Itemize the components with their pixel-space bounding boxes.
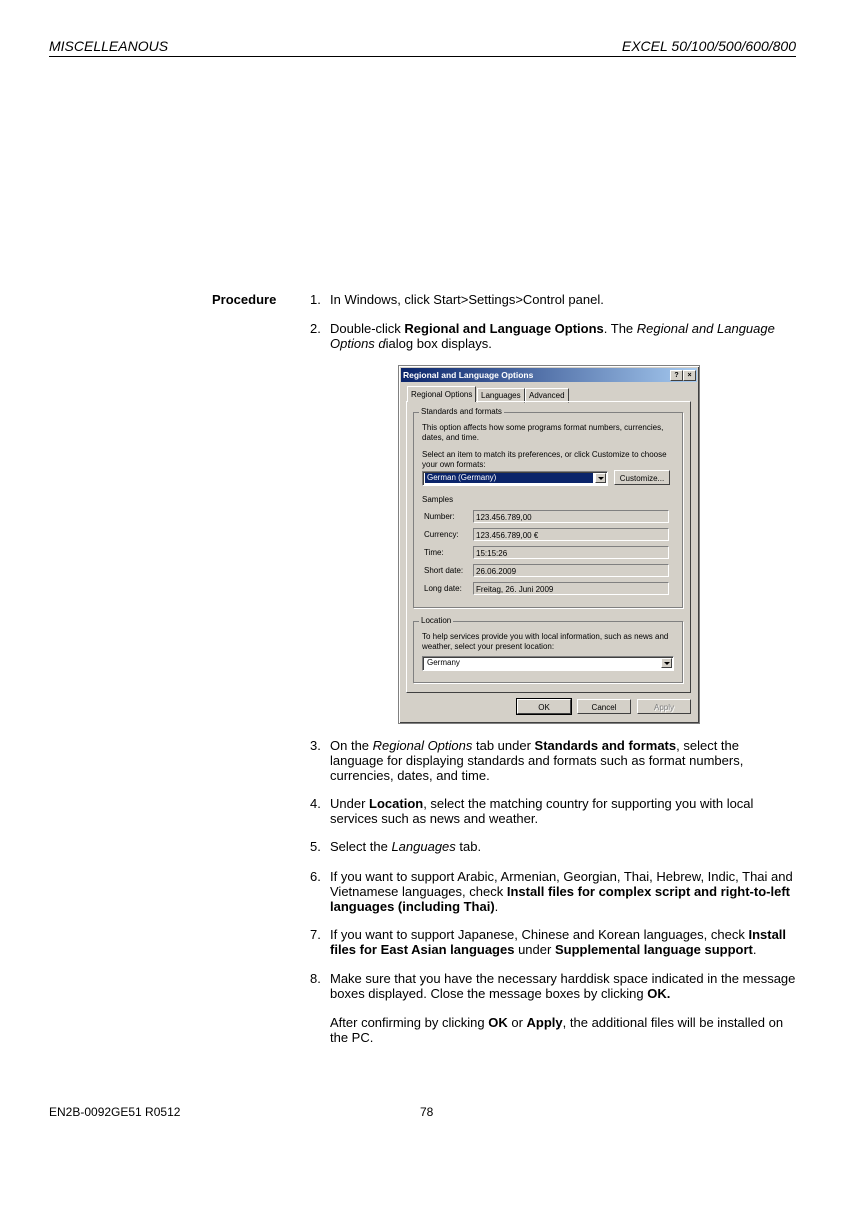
customize-button[interactable]: Customize... <box>614 470 670 485</box>
ok-button[interactable]: OK <box>517 699 571 714</box>
cancel-button[interactable]: Cancel <box>577 699 631 714</box>
sample-label: Number: <box>424 512 455 521</box>
step-text: Double-click Regional and Language Options. The Regional and Language Options dialog box displays. <box>330 321 775 351</box>
help-button[interactable]: ? <box>670 370 683 381</box>
step-text: If you want to support Arabic, Armenian, Georgian, Thai, Hebrew, Indic, Thai and Vietnamese languages, check Install files for complex script and right-to-left languages (including Thai). <box>330 869 793 914</box>
step-number: 2. <box>310 321 321 336</box>
close-button[interactable]: × <box>683 370 696 381</box>
footer-doc-id: EN2B-0092GE51 R0512 <box>49 1105 181 1119</box>
sample-label: Short date: <box>424 566 464 575</box>
step-number: 7. <box>310 927 321 942</box>
sample-number-field: 123.456.789,00 <box>473 510 669 523</box>
location-select[interactable] <box>422 656 674 671</box>
location-group <box>413 616 683 683</box>
standards-description: This option affects how some programs format numbers, currencies, dates, and time. <box>422 423 664 442</box>
sample-label: Long date: <box>424 584 462 593</box>
sample-time-field: 15:15:26 <box>473 546 669 559</box>
step-number: 1. <box>310 292 321 307</box>
step-number: 8. <box>310 971 321 986</box>
tab-advanced[interactable]: Advanced <box>525 388 569 403</box>
locale-select-value: German (Germany) <box>425 473 593 483</box>
tab-languages[interactable]: Languages <box>477 388 525 403</box>
chevron-down-icon[interactable] <box>595 473 606 483</box>
step-text: Make sure that you have the necessary harddisk space indicated in the message boxes displayed. Close the message boxes by clicking OK. <box>330 971 796 1001</box>
standards-group <box>413 407 683 608</box>
sample-long-date-field: Freitag, 26. Juni 2009 <box>473 582 669 595</box>
procedure-label: Procedure <box>212 292 277 307</box>
locale-select[interactable] <box>422 471 608 486</box>
page-number: 78 <box>420 1105 434 1119</box>
tab-regional-options[interactable]: Regional Options <box>407 386 476 402</box>
group-title: Standards and formats <box>421 407 502 416</box>
step-text: In Windows, click Start>Settings>Control panel. <box>330 292 604 307</box>
header-section-title: MISCELLEANOUS <box>49 38 169 54</box>
location-description: To help services provide you with local information, such as news and weather, select your present location: <box>422 632 669 651</box>
header-rule <box>49 56 796 57</box>
group-title: Location <box>421 616 452 625</box>
dialog-title: Regional and Language Options <box>403 370 534 380</box>
step-number: 6. <box>310 869 321 884</box>
sample-label: Currency: <box>424 530 459 539</box>
chevron-down-icon[interactable] <box>661 658 672 668</box>
step-text: Select the Languages tab. <box>330 839 482 854</box>
sample-short-date-field: 26.06.2009 <box>473 564 669 577</box>
apply-button[interactable]: Apply <box>637 699 691 714</box>
step-number: 4. <box>310 796 321 811</box>
tab-panel <box>406 401 691 693</box>
step-text: Under Location, select the matching country for supporting you with local services such as news and weather. <box>330 796 754 826</box>
header-product-name: EXCEL 50/100/500/600/800 <box>621 38 796 54</box>
step-text: On the Regional Options tab under Standards and formats, select the language for displaying standards and formats such as format numbers, currencies, dates, and time. <box>330 738 744 783</box>
step-text: If you want to support Japanese, Chinese and Korean languages, check Install files for East Asian languages under Supplemental language support. <box>330 927 787 957</box>
location-select-value: Germany <box>427 658 460 667</box>
select-description: Select an item to match its preferences, or click Customize to choose your own formats: <box>422 450 667 469</box>
regional-options-dialog <box>398 365 700 724</box>
sample-currency-field: 123.456.789,00 € <box>473 528 669 541</box>
step-number: 5. <box>310 839 321 854</box>
sample-label: Time: <box>424 548 444 557</box>
step-number: 3. <box>310 738 321 753</box>
dialog-title-bar <box>401 368 697 382</box>
after-confirm-paragraph: After confirming by clicking OK or Apply, the additional files will be installed on the PC. <box>330 1015 784 1045</box>
samples-label: Samples <box>422 495 454 504</box>
